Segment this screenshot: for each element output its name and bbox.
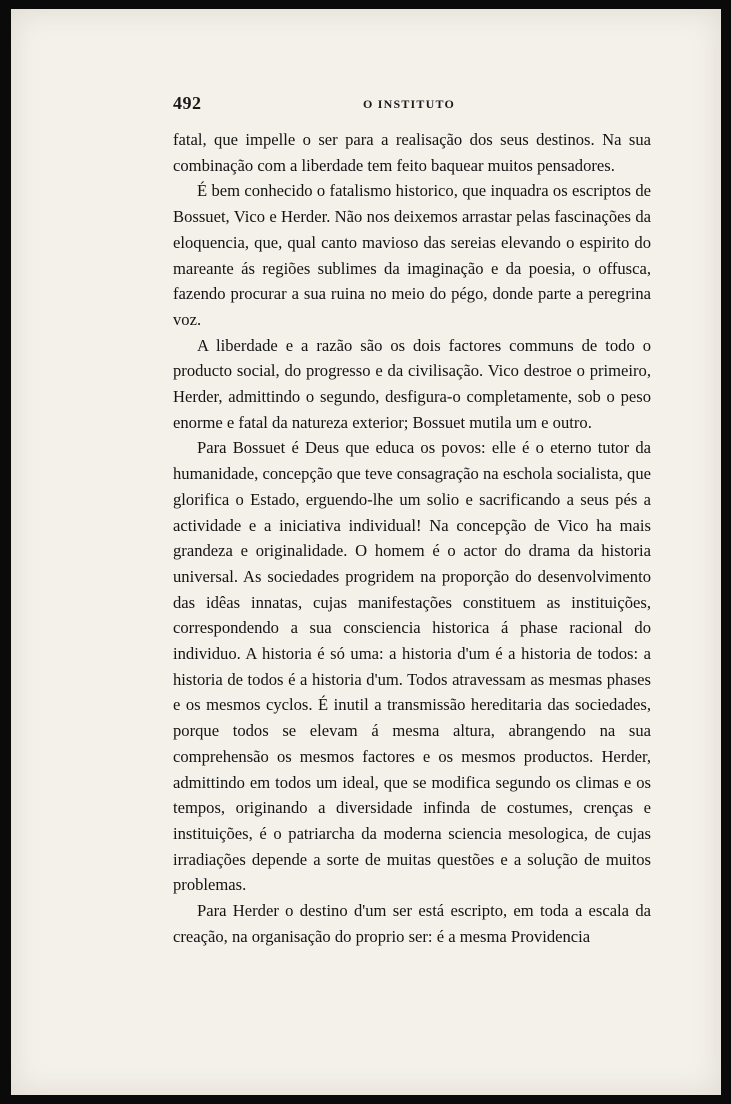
paragraph: Para Bossuet é Deus que educa os povos: elle é o eterno tutor da humanidade, concepção que teve consagração na eschola socialista, que glorifica o Estado, erguendo-lhe um solio e sacrificando a seus pés a actividade e a iniciativa individual! Na concepção de Vico ha mais grandeza e originalidade. O homem é o actor do drama da historia universal. As sociedades progridem na proporção do desenvolvimento das idêas innatas, cujas manifestações constituem as instituições, correspondendo a sua consciencia historica á phase racional do individuo. A historia é só uma: a historia d'um é a historia de todos: a historia de todos é a historia d'um. Todos atravessam as mesmas phases e os mesmos cyclos. É inutil a transmissão hereditaria das sociedades, porque todos se elevam á mesma altura, abrangendo na sua comprehensão os mesmos factores e os mesmos productos. Herder, admittindo em todos um ideal, que se modifica segundo os climas e os tempos, originando a diversidade infinda de costumes, crenças e instituições, é o patriarcha da moderna sciencia mesologica, de cujas irradiações depende a sorte de muitas questões e a solução de muitos problemas. <box>173 438 651 895</box>
paragraph-continuation: fatal, que impelle o ser para a realisação dos seus destinos. Na sua combinação com a liberdade tem feito baquear muitos pensadores. <box>173 130 651 175</box>
body-text <box>173 127 651 950</box>
paragraph: É bem conhecido o fatalismo historico, que inquadra os escriptos de Bossuet, Vico e Herder. Não nos deixemos arrastar pelas fascinações da eloquencia, que, qual canto mavioso das sereias elevando o espirito do mareante ás regiões sublimes da imaginação e da poesia, o offusca, fazendo procurar a sua ruina no meio do pégo, donde parte a peregrina voz. <box>173 181 651 329</box>
running-title: O INSTITUTO <box>363 97 456 111</box>
page-number: 492 <box>173 93 202 113</box>
paragraph: A liberdade e a razão são os dois factores communs de todo o producto social, do progresso e da civilisação. Vico destroe o primeiro, Herder, admittindo o segundo, desfigura-o completamente, sob o peso enorme e fatal da natureza exterior; Bossuet mutila um e outro. <box>173 335 651 432</box>
paragraph: Para Herder o destino d'um ser está escripto, em toda a escala da creação, na organisação do proprio ser: é a mesma Providencia <box>173 901 651 946</box>
page-sheet <box>11 9 721 1095</box>
page-header <box>173 93 651 115</box>
